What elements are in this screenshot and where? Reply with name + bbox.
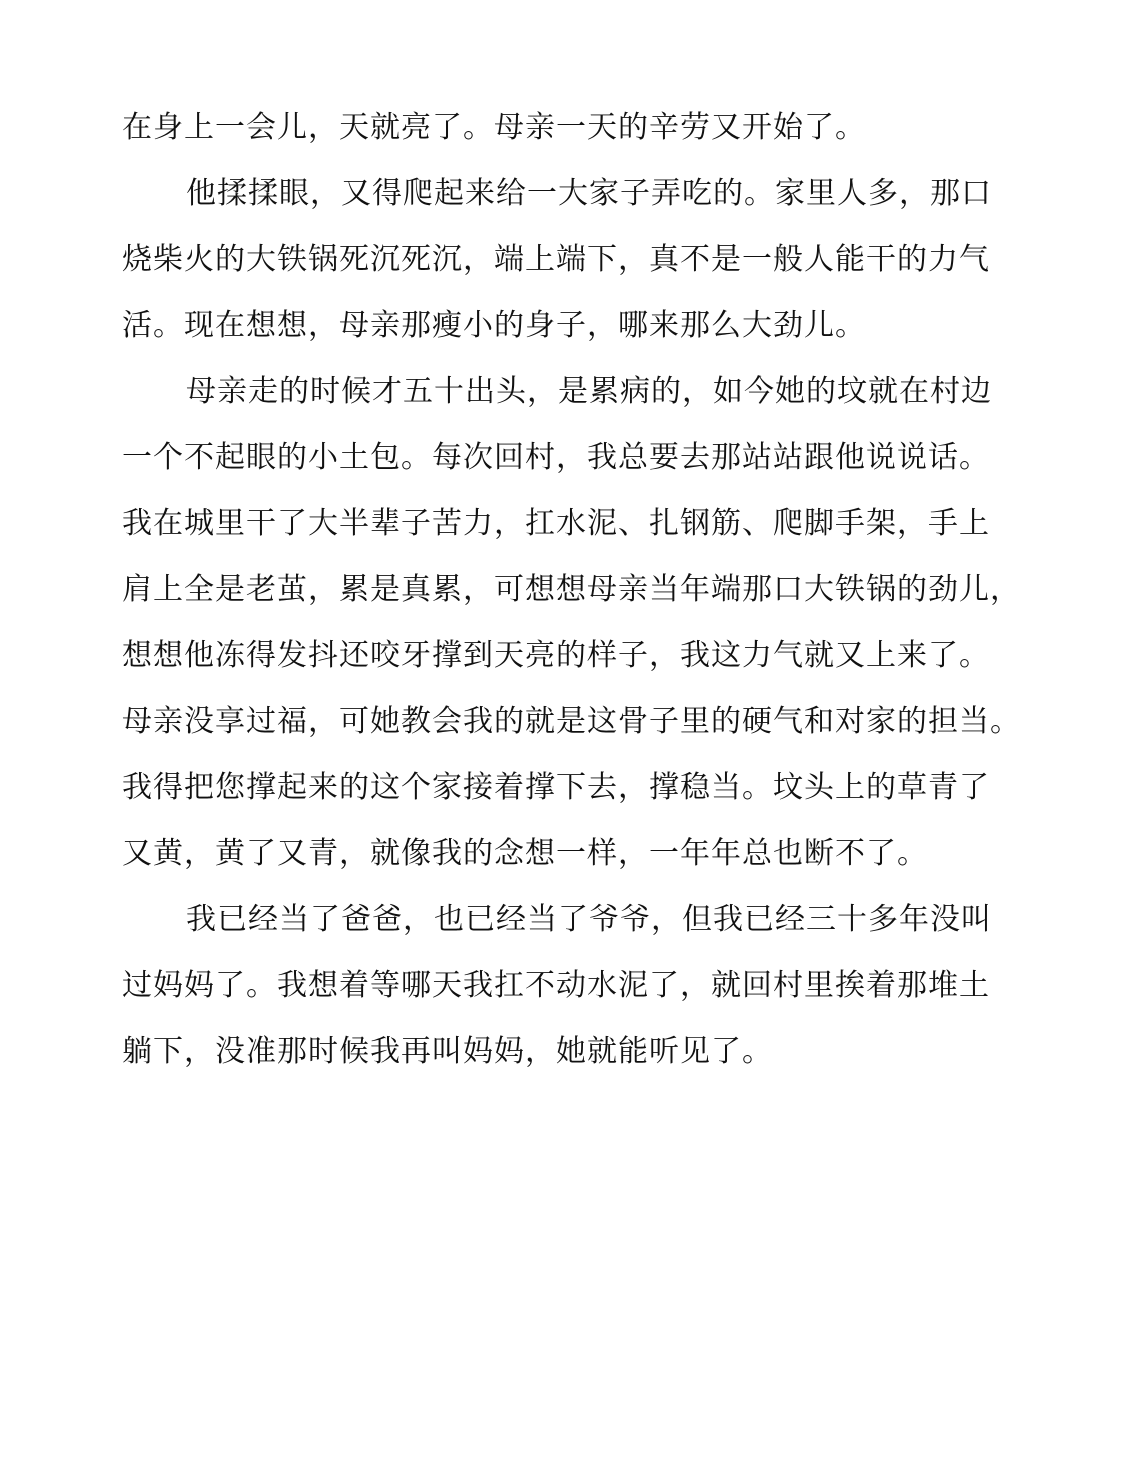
text-line: 母亲没享过福，可她教会我的就是这骨子里的硬气和对家的担当。 [122,704,1021,739]
text-line: 他揉揉眼，又得爬起来给一大家子弄吃的。家里人多，那口 [186,176,992,211]
text-line: 过妈妈了。我想着等哪天我扛不动水泥了，就回村里挨着那堆土 [122,968,990,1003]
document-body [122,95,1021,1085]
text-line: 又黄，黄了又青，就像我的念想一样，一年年总也断不了。 [122,836,928,871]
text-line: 一个不起眼的小土包。每次回村，我总要去那站站跟他说说话。 [122,440,990,475]
text-line: 在身上一会儿，天就亮了。母亲一天的辛劳又开始了。 [122,110,866,145]
text-line: 母亲走的时候才五十出头，是累病的，如今她的坟就在村边 [186,374,992,409]
text-line: 我在城里干了大半辈子苦力，扛水泥、扎钢筋、爬脚手架，手上 [122,506,990,541]
text-line: 我得把您撑起来的这个家接着撑下去，撑稳当。坟头上的草青了 [122,770,990,805]
text-line: 我已经当了爸爸，也已经当了爷爷，但我已经三十多年没叫 [186,902,992,937]
text-line: 烧柴火的大铁锅死沉死沉，端上端下，真不是一般人能干的力气 [122,242,990,277]
text-line: 想想他冻得发抖还咬牙撑到天亮的样子，我这力气就又上来了。 [122,638,990,673]
text-line: 躺下，没准那时候我再叫妈妈，她就能听见了。 [122,1034,773,1069]
text-line: 活。现在想想，母亲那瘦小的身子，哪来那么大劲儿。 [122,308,866,343]
text-line: 肩上全是老茧，累是真累，可想想母亲当年端那口大铁锅的劲儿， [122,572,1021,607]
